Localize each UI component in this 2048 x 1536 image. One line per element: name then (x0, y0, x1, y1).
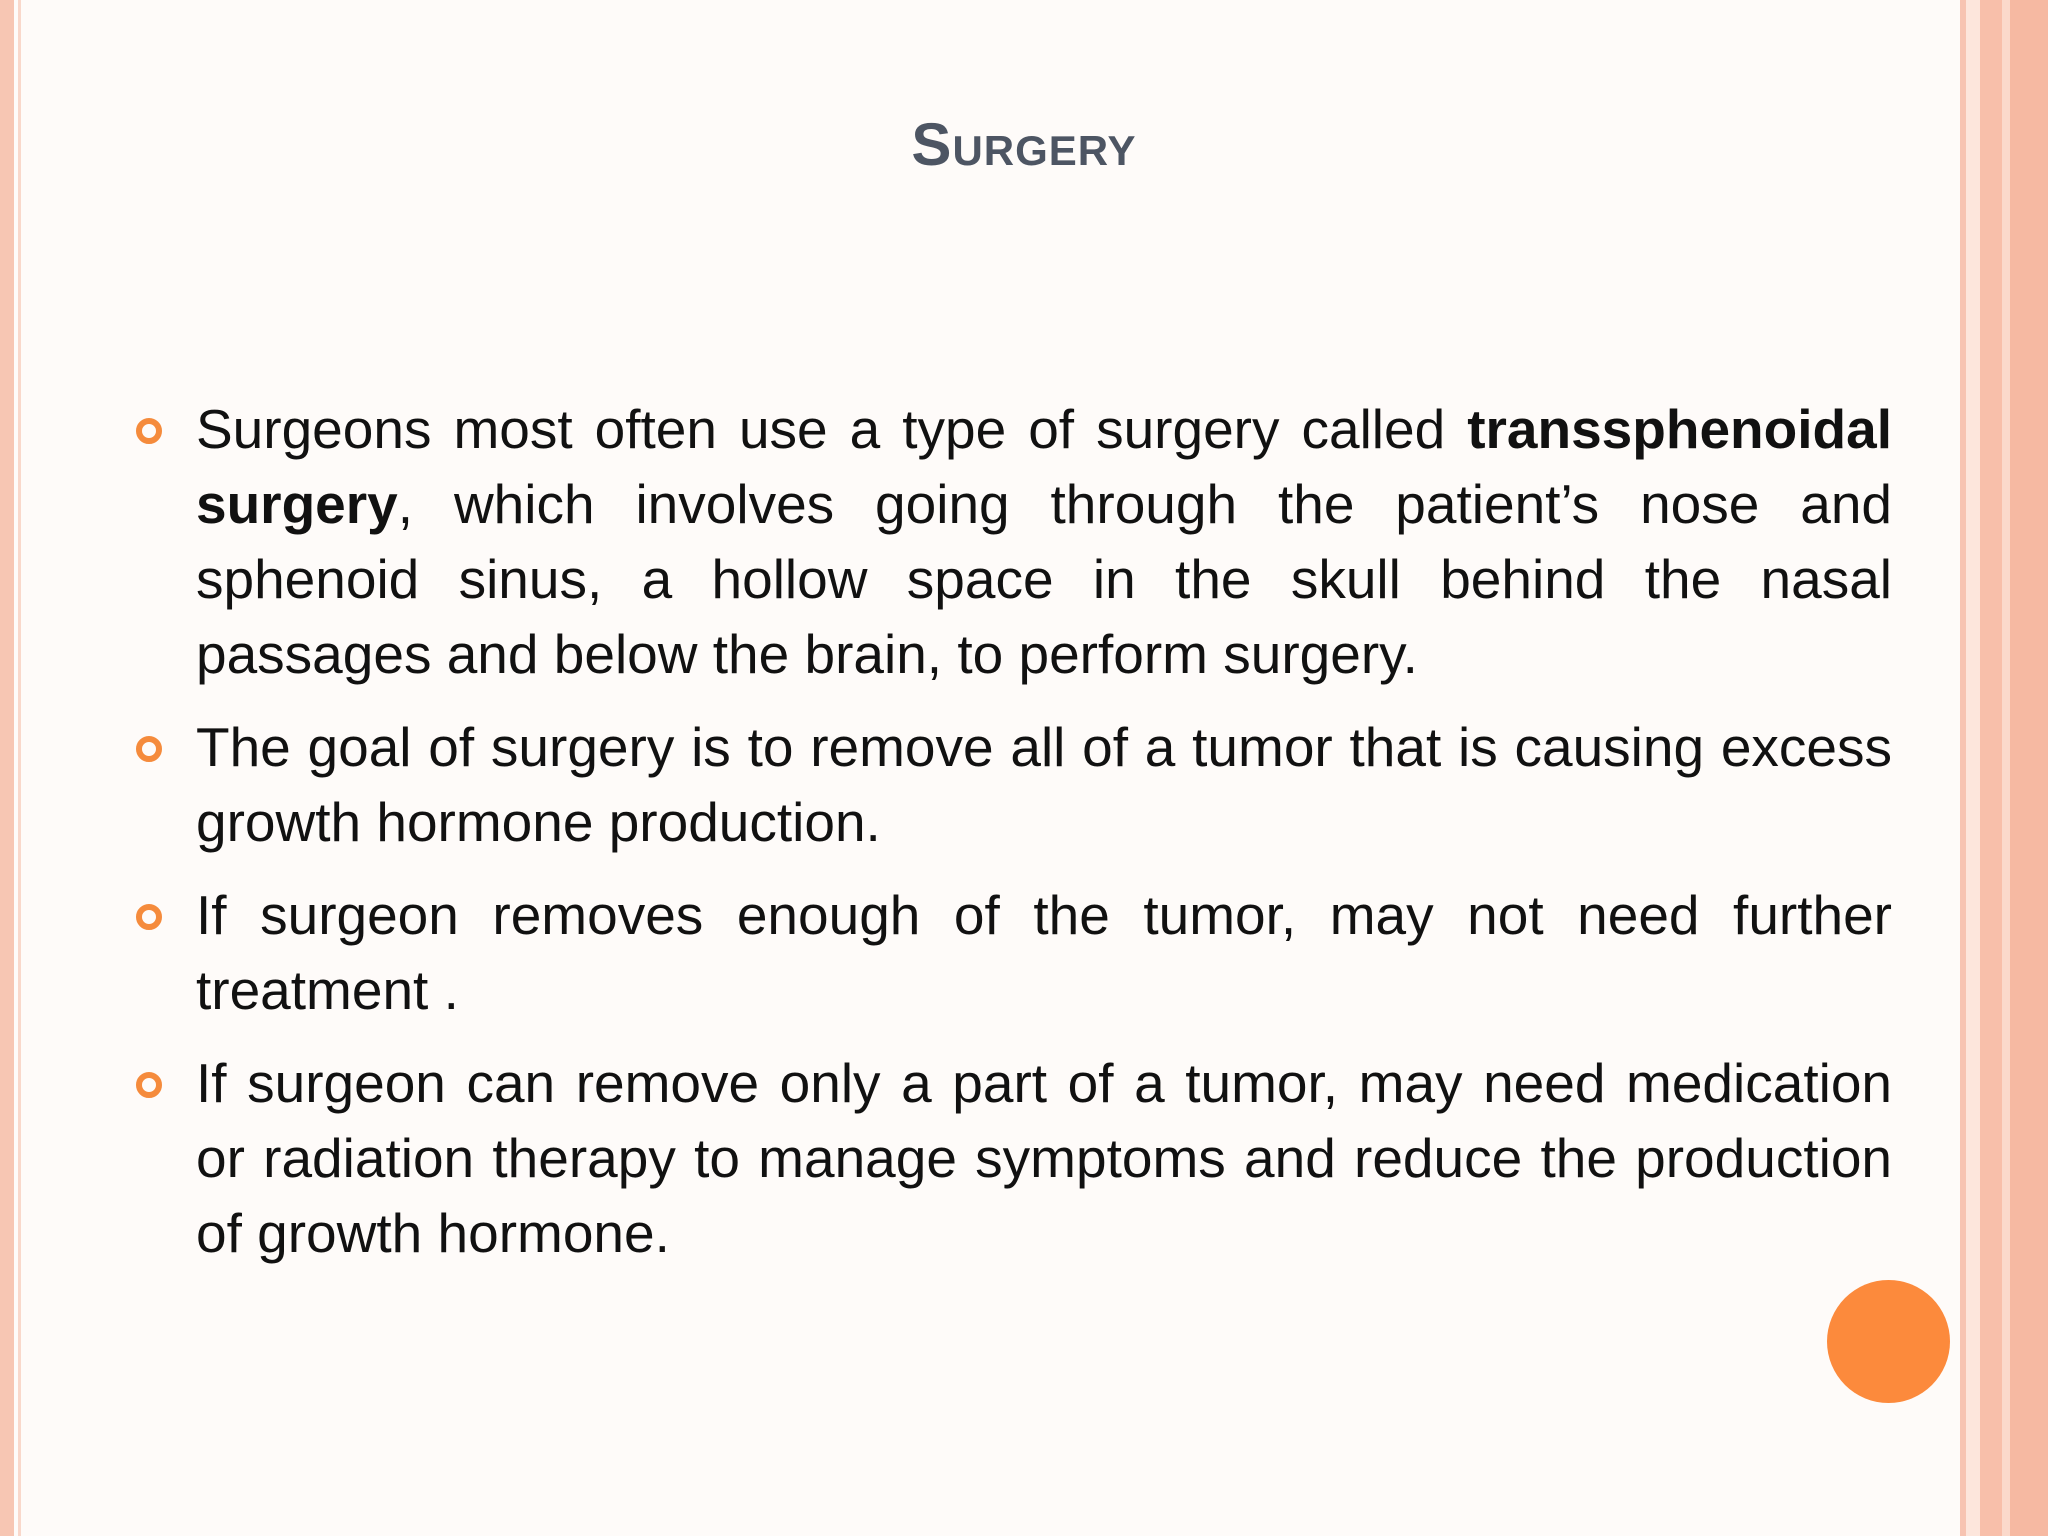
bullet-text: If surgeon can remove only a part of a tumor, may need medication or radiation therapy to manage symptoms and reduce the production of growth hormone. (196, 1052, 1892, 1264)
bullet-text: If surgeon removes enough of the tumor, may not need further treatment . (196, 884, 1892, 1021)
ring-bullet-icon (136, 904, 162, 930)
left-border-line (18, 0, 21, 1536)
right-border-stripe (1966, 0, 1980, 1536)
left-border (0, 0, 14, 1536)
ring-bullet-icon (136, 1072, 162, 1098)
right-border-stripe (1980, 0, 2002, 1536)
right-border-stripe (2002, 0, 2010, 1536)
bullet-text-intro: Surgeons most often use a type of surgery called (196, 398, 1468, 460)
list-item (128, 392, 1892, 692)
bullet-text: The goal of surgery is to remove all of a tumor that is causing excess growth hormone production. (196, 716, 1892, 853)
list-item (128, 1046, 1892, 1271)
list-item (128, 710, 1892, 860)
list-item (128, 878, 1892, 1028)
bullet-list (128, 392, 1892, 1289)
slide-title: Surgery (911, 111, 1137, 178)
right-border-stripe (2010, 0, 2048, 1536)
ring-bullet-icon (136, 418, 162, 444)
bullet-text-bold: transsphenoidal surgery (196, 398, 1892, 535)
ring-bullet-icon (136, 736, 162, 762)
decorative-orange-circle (1827, 1280, 1950, 1403)
bullet-text-rest: , which involves going through the patient’s nose and sphenoid sinus, a hollow space in the skull behind the nasal passages and below the brain, to perform surgery. (196, 473, 1892, 685)
